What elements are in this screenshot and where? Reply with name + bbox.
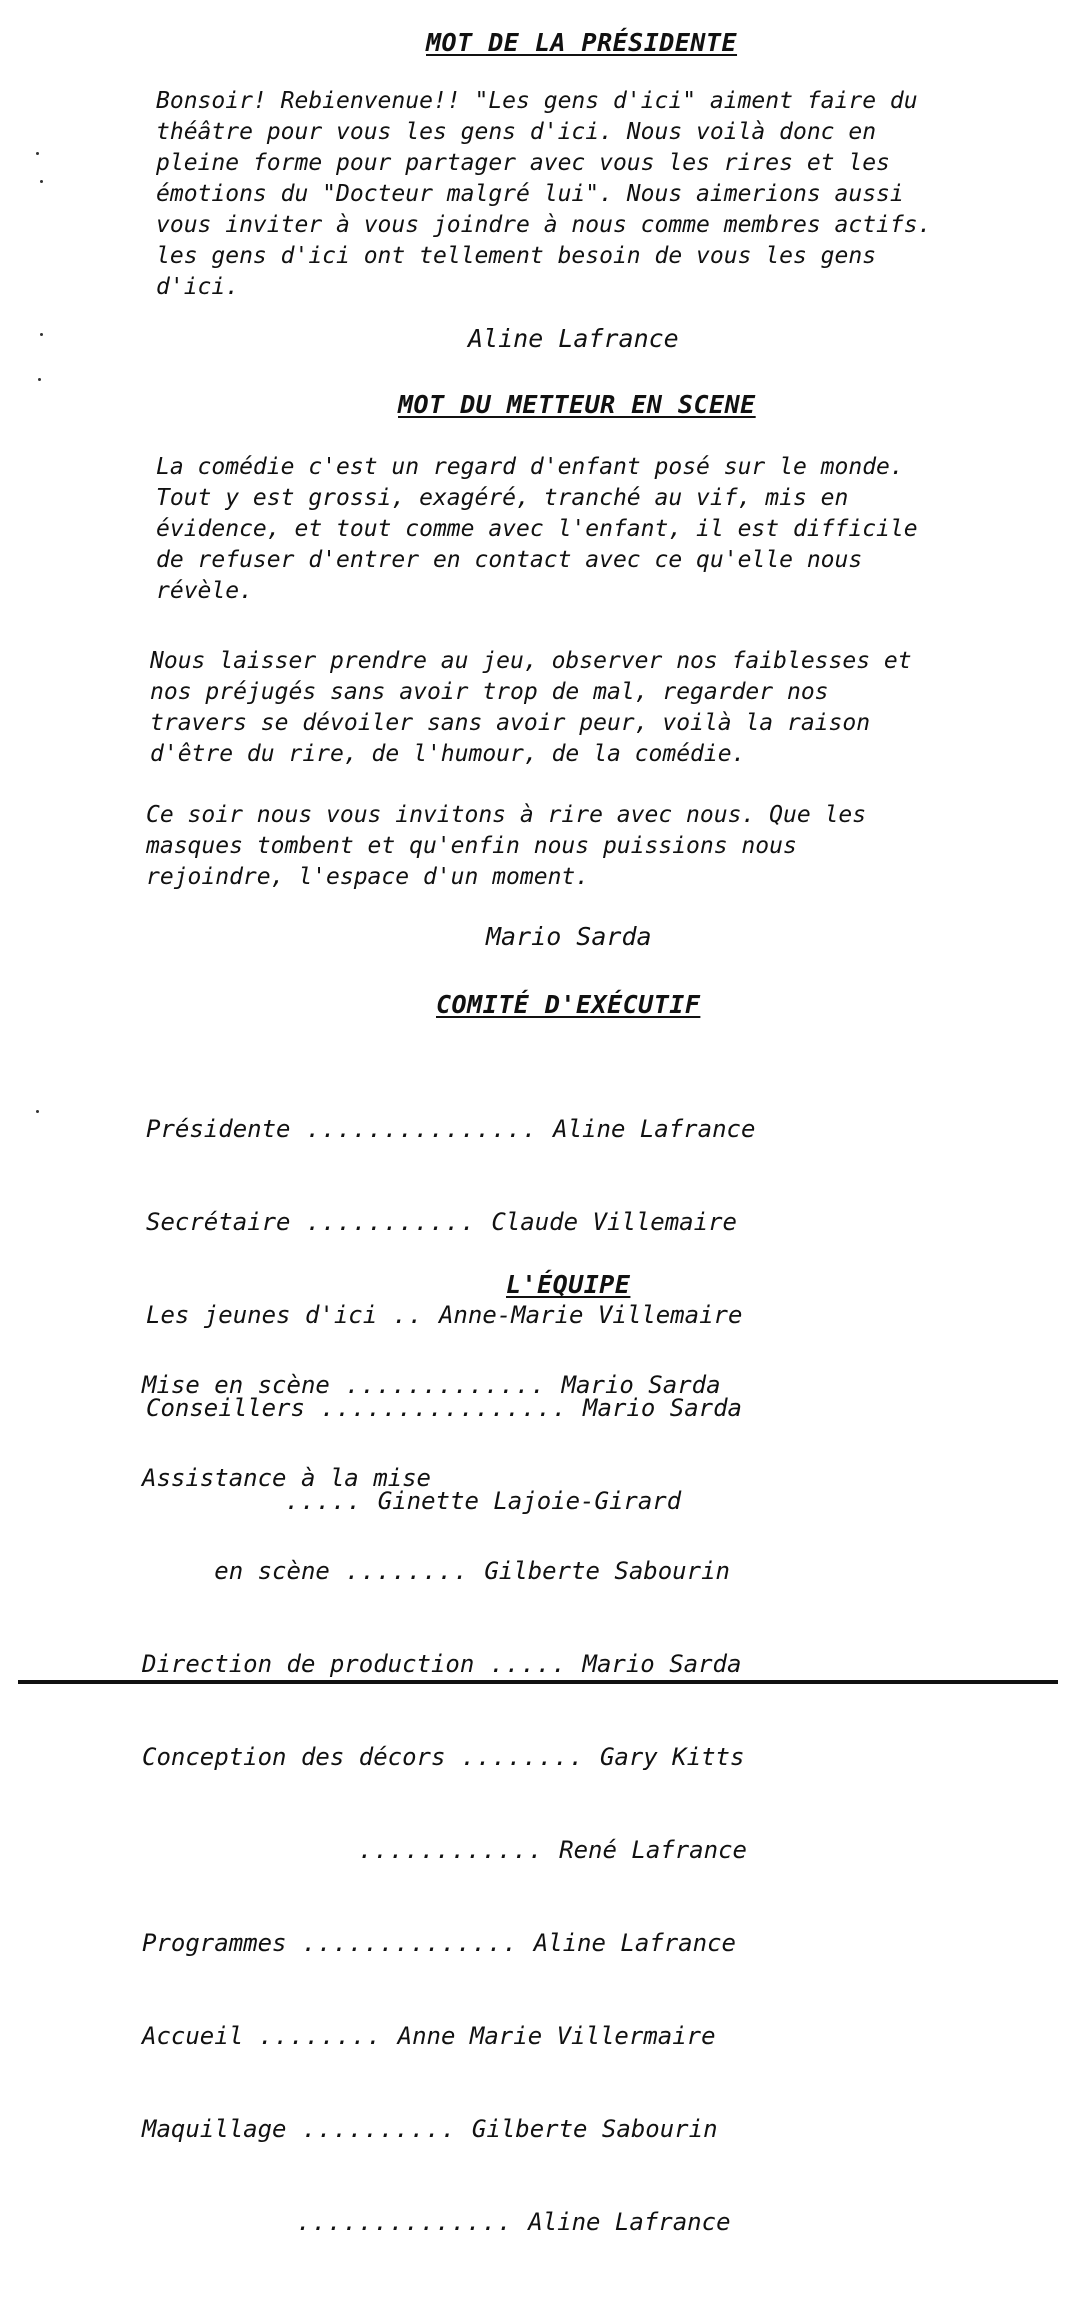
roster-row: [146, 1114, 755, 1145]
leader-dots: .....: [474, 1650, 583, 1678]
member-name: Aline Lafrance: [528, 2208, 731, 2236]
roster-row: [146, 1207, 755, 1238]
text-line: Ce soir nous vous invitons à rire avec nous. Que les: [146, 802, 867, 828]
role-label: Accueil: [142, 2022, 244, 2050]
roster-row: [142, 1928, 747, 1959]
leader-dots: ........: [329, 1557, 485, 1585]
role-label: Assistance à la mise: [142, 1464, 431, 1492]
director-paragraph-1: [156, 452, 1006, 607]
member-name: Gilberte Sabourin: [484, 1557, 730, 1585]
director-heading: MOT DU METTEUR EN SCENE: [398, 390, 756, 419]
leader-dots: ..............: [142, 2208, 529, 2236]
role-label: Présidente: [146, 1115, 291, 1143]
leader-dots: ...............: [290, 1115, 554, 1143]
role-label: Les jeunes d'ici: [146, 1301, 378, 1329]
leader-dots: ........: [243, 2022, 398, 2050]
text-line: nos préjugés sans avoir trop de mal, regarder nos: [150, 679, 829, 705]
president-signature: Aline Lafrance: [468, 324, 679, 353]
role-label: Secrétaire: [146, 1208, 291, 1236]
text-line: vous inviter à vous joindre à nous comme membres actifs.: [156, 212, 932, 238]
text-line: d'ici.: [156, 274, 240, 300]
roster-row: [142, 2114, 747, 2145]
roster-row: [142, 2021, 747, 2052]
member-name: Mario Sarda: [583, 1394, 742, 1422]
text-line: pleine forme pour partager avec vous les rires et les: [156, 150, 890, 176]
roster-row: [142, 1463, 747, 1494]
text-line: d'être du rire, de l'humour, de la comédie.: [150, 741, 746, 767]
member-name: Gary Kitts: [599, 1743, 745, 1771]
margin-speck: [36, 152, 39, 155]
committee-heading: COMITÉ D'EXÉCUTIF: [436, 990, 701, 1019]
member-name: Gilberte Sabourin: [471, 2115, 718, 2143]
leader-dots: ..........: [286, 2115, 472, 2143]
roster-row: [142, 1556, 747, 1587]
bottom-rule: [18, 1680, 1058, 1684]
member-name: Aline Lafrance: [533, 1929, 736, 1957]
text-line: La comédie c'est un regard d'enfant posé sur le monde.: [156, 454, 904, 480]
member-name: Mario Sarda: [582, 1650, 742, 1678]
margin-speck: [40, 333, 43, 336]
margin-speck: [40, 180, 43, 183]
roster-row: [142, 1370, 747, 1401]
member-name: Mario Sarda: [561, 1371, 721, 1399]
director-paragraph-2: [150, 646, 1000, 770]
leader-dots: ..............: [286, 1929, 534, 1957]
member-name: Ginette Lajoie-Girard: [377, 1487, 682, 1515]
text-line: émotions du "Docteur malgré lui". Nous aimerions aussi: [156, 181, 904, 207]
role-label: Conception des décors: [142, 1743, 446, 1771]
president-message: [156, 86, 1006, 303]
role-label: en scène: [142, 1557, 330, 1585]
member-name: Claude Villemaire: [491, 1208, 737, 1236]
president-heading: MOT DE LA PRÉSIDENTE: [426, 28, 738, 57]
text-line: révèle.: [156, 578, 253, 604]
role-label: Direction de production: [142, 1650, 475, 1678]
team-heading: L'ÉQUIPE: [506, 1270, 631, 1299]
text-line: masques tombent et qu'enfin nous puissions nous: [146, 833, 797, 859]
leader-dots: .............: [329, 1371, 562, 1399]
director-paragraph-3: [146, 800, 996, 893]
role-label: Maquillage: [142, 2115, 287, 2143]
margin-speck: [36, 1110, 39, 1113]
roster-row: [142, 1742, 747, 1773]
text-line: évidence, et tout comme avec l'enfant, il est difficile: [156, 516, 918, 542]
text-line: Tout y est grossi, exagéré, tranché au vif, mis en: [156, 485, 849, 511]
leader-dots: ............: [142, 1836, 560, 1864]
director-signature: Mario Sarda: [486, 922, 652, 951]
roster-row: [142, 1835, 747, 1866]
margin-speck: [38, 378, 41, 381]
text-line: de refuser d'entrer en contact avec ce qu'elle nous: [156, 547, 863, 573]
text-line: rejoindre, l'espace d'un moment.: [146, 864, 590, 890]
roster-row: [142, 2207, 747, 2238]
text-line: théâtre pour vous les gens d'ici. Nous voilà donc en: [156, 119, 877, 145]
member-name: René Lafrance: [559, 1836, 747, 1864]
text-line: Bonsoir! Rebienvenue!! "Les gens d'ici" aiment faire du: [156, 88, 918, 114]
role-label: Conseillers: [146, 1394, 305, 1422]
member-name: Anne Marie Villermaire: [397, 2022, 716, 2050]
roster-row: [142, 1649, 747, 1680]
text-line: travers se dévoiler sans avoir peur, voilà la raison: [150, 710, 871, 736]
text-line: les gens d'ici ont tellement besoin de vous les gens: [156, 243, 877, 269]
team-roster: [142, 1308, 747, 2300]
leader-dots: .....: [146, 1487, 378, 1515]
text-line: Nous laisser prendre au jeu, observer nos faiblesses et: [150, 648, 912, 674]
leader-dots: ..: [377, 1301, 439, 1329]
member-name: Aline Lafrance: [553, 1115, 756, 1143]
member-name: Anne-Marie Villemaire: [438, 1301, 743, 1329]
leader-dots: ........: [445, 1743, 600, 1771]
role-label: Mise en scène: [142, 1371, 330, 1399]
leader-dots: ...........: [290, 1208, 492, 1236]
leader-dots: ................: [304, 1394, 584, 1422]
role-label: Programmes: [142, 1929, 287, 1957]
